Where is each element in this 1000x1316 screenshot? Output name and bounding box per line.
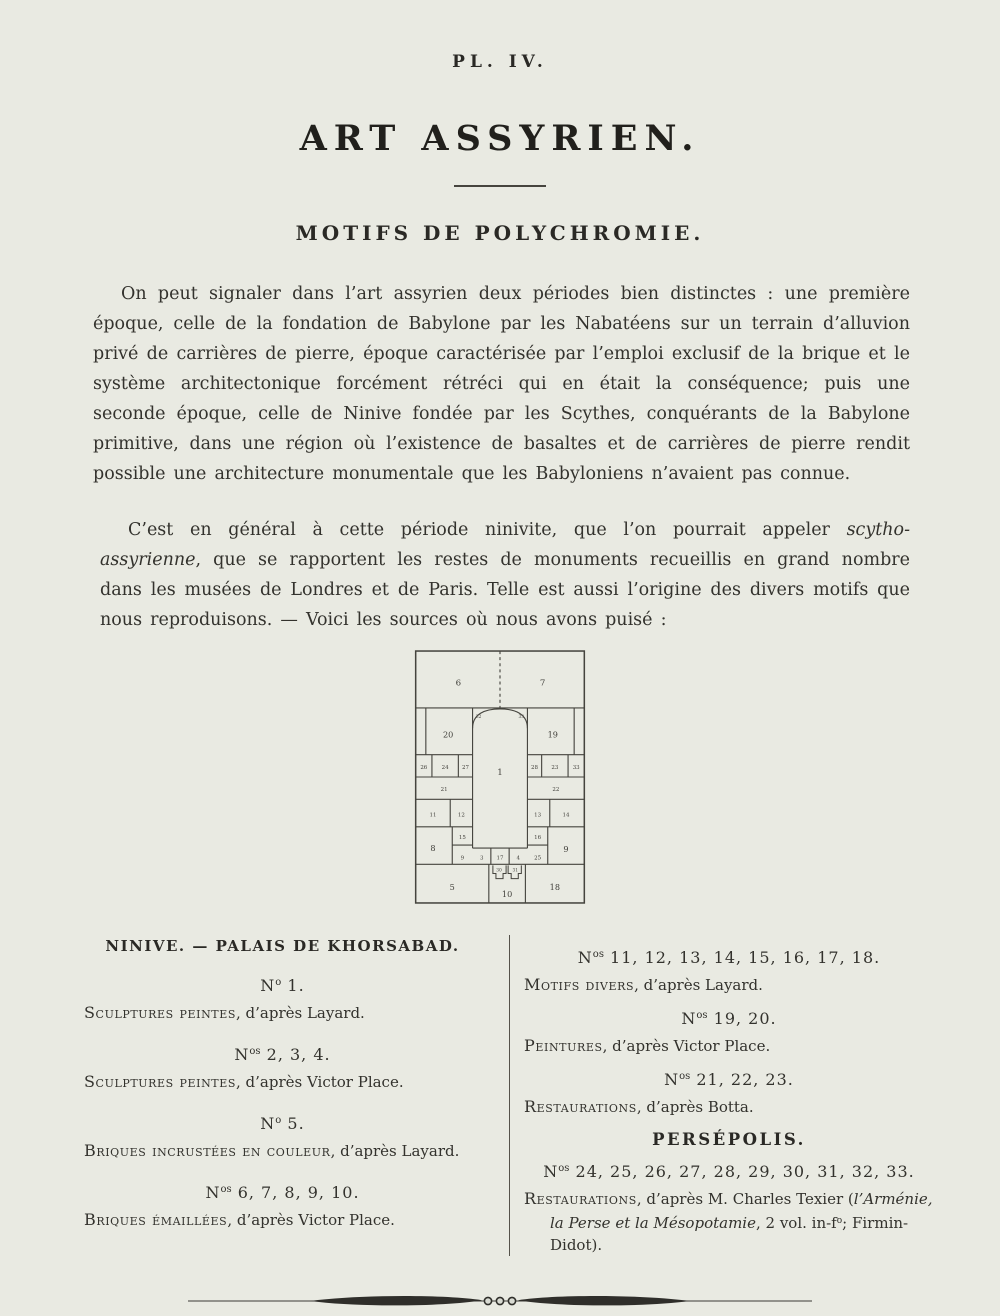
plan-room-label: 27: [461, 764, 469, 771]
plan-room-label: 17: [496, 855, 504, 862]
plan-room-label: 15: [458, 834, 466, 841]
entry-number-line: $N^o$ 1.: [260, 976, 305, 995]
plan-room-label: 33: [572, 764, 580, 771]
floor-plan-svg: [412, 649, 588, 905]
plan-room-label: 1: [497, 767, 503, 778]
persepolis-heading: PERSÉPOLIS.: [652, 1130, 806, 1149]
plan-room-label: 11: [429, 812, 437, 819]
entry-number-line: $N^{os}$ 24, 25, 26, 27, 28, 29, 30, 31, 32, 33.: [543, 1162, 915, 1181]
entry-number-line: $N^o$ 5.: [260, 1114, 305, 1133]
plan-room-label: 24: [441, 764, 449, 771]
paragraph-1: On peut signaler dans l’art assyrien deux périodes bien distinctes : une première époque, celle de la fondation de Babylone par les Nabatéens sur un terrain d’alluvion privé de carrières de pierre, époque caractérisée par l’emploi exclusif de la brique et le système architectonique forcément rétréci qui en était la conséquence; puis une seconde époque, celle de Ninive fondée par les Scythes, conquérants de la Babylone primitive, dans une région où l’existence de basaltes et de carrières de pierre rendit possible une architecture monumentale que les Babyloniens n’avaient pas connue.: [93, 284, 910, 484]
plan-room-label: 26: [420, 764, 428, 771]
entry-description: Motifs divers, d’après Layard.: [524, 975, 763, 994]
plan-room-label: 14: [562, 812, 570, 819]
plan-room-label: 31: [512, 868, 519, 874]
plan-room-label: 5: [449, 881, 455, 892]
page-subtitle: MOTIFS DE POLYCHROMIE.: [295, 221, 705, 245]
entry-number-line: $N^{os}$ 19, 20.: [681, 1009, 777, 1028]
plan-room-label: 8: [430, 843, 436, 854]
right-entries: [524, 948, 934, 1256]
entry-description: Peintures, d’après Victor Place.: [524, 1036, 771, 1055]
plan-room-label: 3: [479, 855, 484, 862]
nineveh-heading: NINIVE. — PALAIS DE KHORSABAD.: [105, 937, 460, 955]
plan-room-label: 25: [534, 855, 542, 862]
plan-room-label: 13: [534, 812, 542, 819]
title-divider-rule: [454, 185, 546, 187]
entry-number-line: $N^{os}$ 11, 12, 13, 14, 15, 16, 17, 18.: [577, 948, 881, 967]
plan-room-label: 9: [460, 855, 465, 862]
entry-description: Restaurations, d’après M. Charles Texier (l’Arménie, la Perse et la Mésopotamie, 2 vol. $in-f^o$; Firmin-Didot).: [524, 1189, 933, 1254]
plan-room-label: 30: [496, 868, 502, 874]
plan-room-label: 19: [547, 729, 558, 740]
entry-description: Sculptures peintes, d’après Layard.: [84, 1003, 365, 1022]
plan-room-label: 20: [443, 729, 454, 740]
sources-column-nineveh: [84, 935, 509, 1231]
entry-number-line: $N^{os}$ 21, 22, 23.: [664, 1070, 794, 1089]
plan-room-label: 4: [516, 855, 521, 862]
plan-room-label: 9: [563, 844, 569, 855]
tailpiece-svg: [180, 1290, 820, 1312]
plan-room-label: 28: [531, 764, 539, 771]
sources-column-right: [509, 935, 934, 1256]
paragraph-2: C’est en général à cette période ninivite, que l’on pourrait appeler scytho-assyrienne, que se rapportent les restes de monuments recueillis en grand nombre dans les musées de Londres et de Paris. Telle est aussi l’origine des divers motifs que nous reproduisons. — Voici les sources où nous avons puisé :: [100, 520, 910, 630]
plan-room-label: 12: [457, 812, 465, 819]
plan-room-label: 16: [534, 834, 542, 841]
plan-room-label: 7: [539, 678, 546, 689]
plate-key-diagram: [0, 649, 1000, 909]
nineveh-entries: [84, 976, 481, 1231]
plan-room-label: 10: [501, 888, 513, 899]
entry-description: Restaurations, d’après Botta.: [524, 1097, 754, 1116]
plan-room-label: 18: [549, 881, 561, 892]
tailpiece-ornament: [0, 1290, 1000, 1316]
plate-number: PL. IV.: [452, 52, 548, 72]
plan-room-label: 23: [551, 764, 559, 771]
plan-room-label: 32: [475, 715, 482, 721]
plan-room-label: 22: [552, 787, 560, 794]
plan-labels: [420, 679, 580, 899]
sources-columns: [84, 935, 934, 1256]
plan-room-label: 6: [455, 678, 462, 689]
plan-room-label: 33: [518, 715, 525, 721]
body-text: [93, 279, 910, 635]
entry-number-line: $N^{os}$ 2, 3, 4.: [234, 1045, 331, 1064]
page-title: ART ASSYRIEN.: [299, 118, 701, 159]
entry-number-line: $N^{os}$ 6, 7, 8, 9, 10.: [205, 1183, 360, 1202]
entry-description: Sculptures peintes, d’après Victor Place.: [84, 1072, 404, 1091]
plan-room-label: 21: [440, 787, 448, 794]
entry-description: Briques incrustées en couleur, d’après Layard.: [84, 1141, 460, 1160]
entry-description: Briques émaillées, d’après Victor Place.: [84, 1210, 395, 1229]
